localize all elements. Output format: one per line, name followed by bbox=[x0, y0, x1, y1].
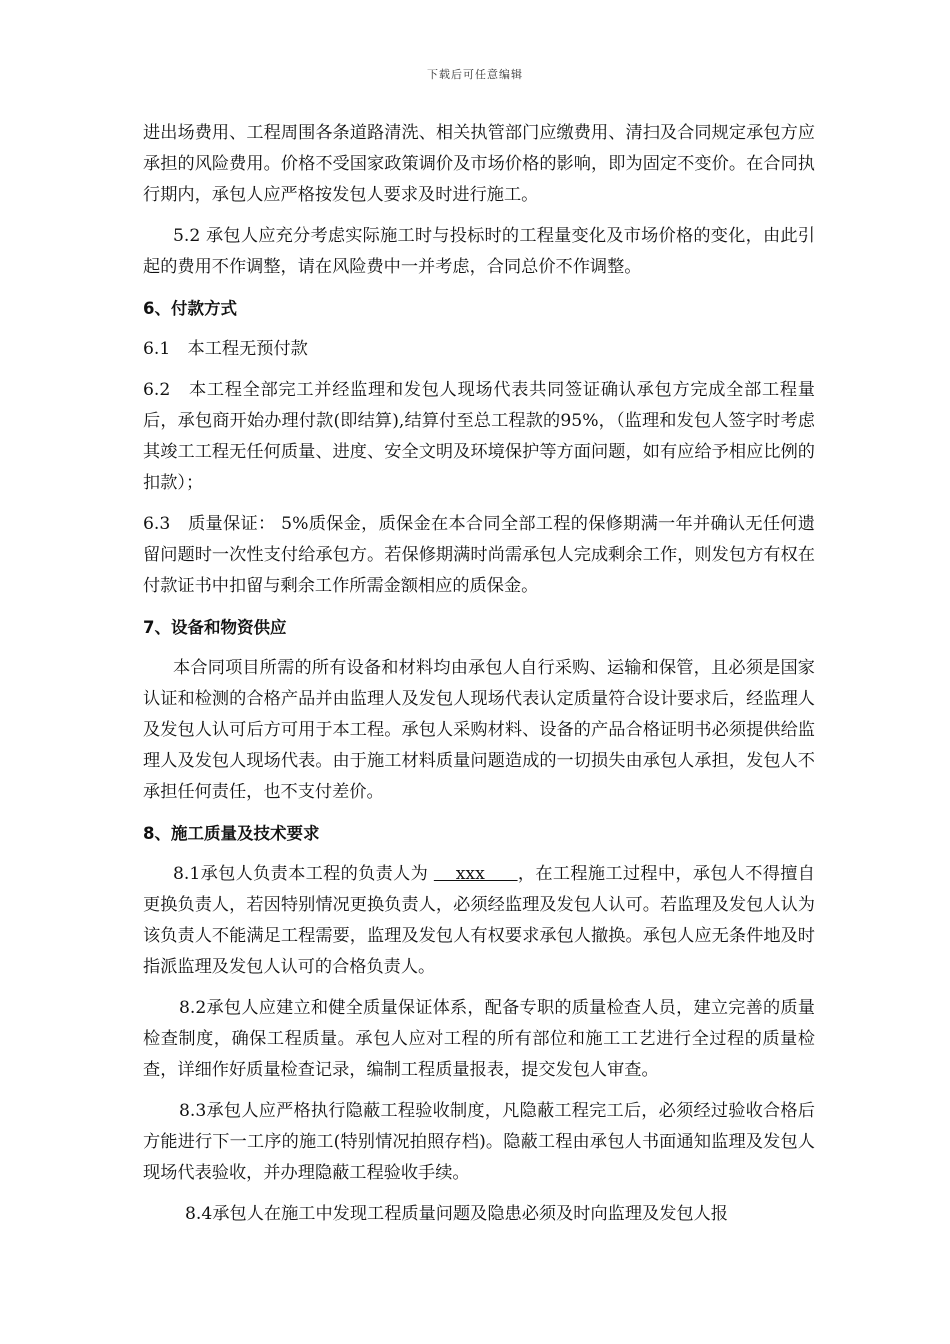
clause-6-1: 6.1 本工程无预付款 bbox=[143, 339, 308, 359]
clause-8-4: 8.4承包人在施工中发现工程质量问题及隐患必须及时向监理及发包人报 bbox=[185, 1204, 728, 1224]
responsible-person-blank: xxx bbox=[433, 864, 518, 884]
document-body bbox=[143, 118, 815, 1240]
clause-8-1-lead: 8.1承包人负责本工程的负责人为 bbox=[173, 864, 434, 884]
clause-8-3: 8.3承包人应严格执行隐蔽工程验收制度，凡隐蔽工程完工后，必须经过验收合格后方能进行下一工序的施工(特别情况拍照存档)。隐蔽工程由承包人书面通知监理及发包人现场代表验收，并办理隐蔽工程验收手续。 bbox=[143, 1101, 815, 1183]
clause-8-1-rest: ，在工程施工过程中，承包人不得擅自更换负责人，若因特别情况更换负责人，必须经监理及发包人认可。若监理及发包人认为该负责人不能满足工程需要，监理及发包人有权要求承包人撤换。承包人应无条件地及时指派监理及发包人认可的合格负责人。 bbox=[143, 864, 815, 977]
section-heading-7: 7、设备和物资供应 bbox=[143, 618, 287, 637]
clause-8-2: 8.2承包人应建立和健全质量保证体系，配备专职的质量检查人员，建立完善的质量检查制度，确保工程质量。承包人应对工程的所有部位和施工工艺进行全过程的质量检查，详细作好质量检查记录，编制工程质量报表，提交发包人审查。 bbox=[143, 998, 815, 1080]
paragraph-continued: 进出场费用、工程周围各条道路清洗、相关执管部门应缴费用、清扫及合同规定承包方应承担的风险费用。价格不受国家政策调价及市场价格的影响，即为固定不变价。在合同执行期内，承包人应严格按发包人要求及时进行施工。 bbox=[143, 123, 815, 205]
clause-8-1 bbox=[143, 859, 815, 983]
clause-5-2: 5.2 承包人应充分考虑实际施工时与投标时的工程量变化及市场价格的变化，由此引起的费用不作调整，请在风险费中一并考虑，合同总价不作调整。 bbox=[143, 226, 815, 277]
section-heading-8: 8、施工质量及技术要求 bbox=[143, 824, 320, 843]
clause-6-2: 6.2 本工程全部完工并经监理和发包人现场代表共同签证确认承包方完成全部工程量后，承包商开始办理付款(即结算),结算付至总工程款的95%，（监理和发包人签字时考虑其竣工工程无任何质量、进度、安全文明及环境保护等方面问题，如有应给予相应比例的扣款）； bbox=[143, 380, 815, 493]
paragraph-7: 本合同项目所需的所有设备和材料均由承包人自行采购、运输和保管，且必须是国家认证和检测的合格产品并由监理人及发包人现场代表认定质量符合设计要求后，经监理人及发包人认可后方可用于本工程。承包人采购材料、设备的产品合格证明书必须提供给监理人及发包人现场代表。由于施工材料质量问题造成的一切损失由承包人承担，发包人不承担任何责任，也不支付差价。 bbox=[143, 658, 815, 802]
page-header: 下载后可任意编辑 bbox=[427, 68, 523, 81]
section-heading-6: 6、付款方式 bbox=[143, 299, 237, 318]
clause-6-3: 6.3 质量保证： 5%质保金，质保金在本合同全部工程的保修期满一年并确认无任何遗留问题时一次性支付给承包方。若保修期满时尚需承包人完成剩余工作，则发包方有权在付款证书中扣留与剩余工作所需金额相应的质保金。 bbox=[143, 514, 815, 596]
